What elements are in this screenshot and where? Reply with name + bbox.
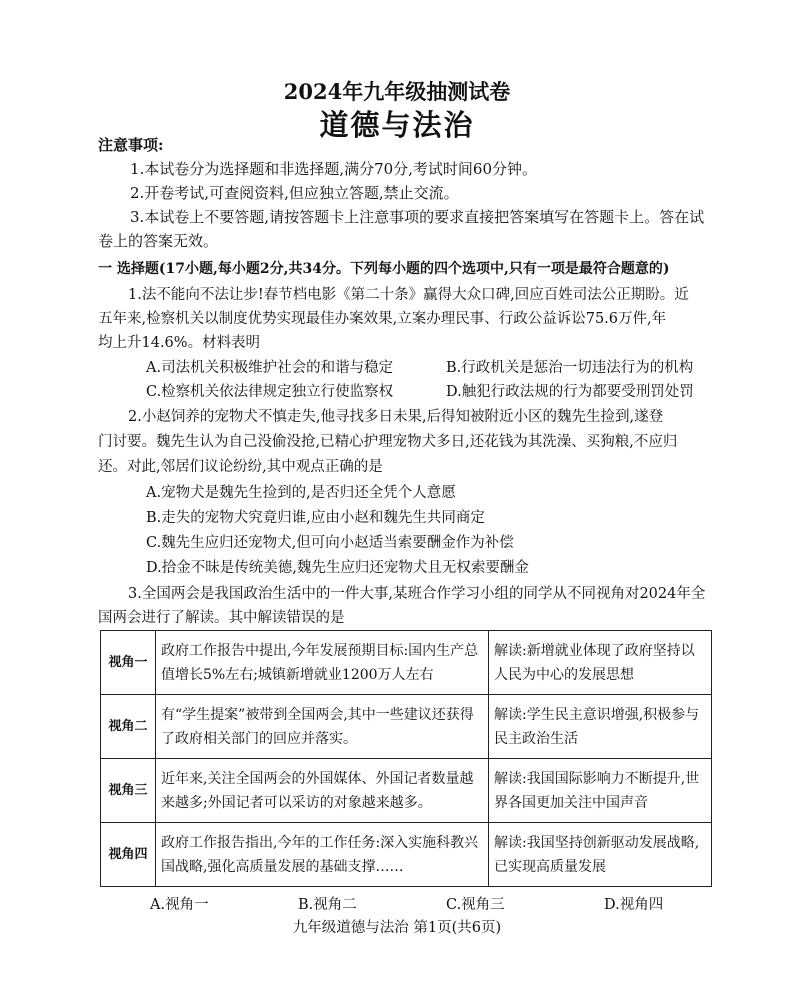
q2-line-1: 2.小赵饲养的宠物犬不慎走失,他寻找多日未果,后得知被附近小区的魏先生捡到,遂登 xyxy=(128,409,664,425)
notice-item-1: 1.本试卷分为选择题和非选择题,满分70分,考试时间60分钟。 xyxy=(130,160,538,178)
exam-subtitle: 2024年九年级抽测试卷 xyxy=(283,79,511,104)
row-analysis: 解读:我国坚持创新驱动发展战略,已实现高质量发展 xyxy=(489,823,712,887)
q3-table xyxy=(100,630,712,887)
q3-option-d: D.视角四 xyxy=(604,897,664,913)
row-label: 视角一 xyxy=(101,631,156,695)
page-footer: 九年级道德与法治 第1页(共6页) xyxy=(292,920,502,936)
notice-item-3: 3.本试卷上不要答题,请按答题卡上注意事项的要求直接把答案填写在答题卡上。答在试 xyxy=(130,208,705,226)
q1-option-c: C.检察机关依法律规定独立行使监察权 xyxy=(146,384,394,400)
q1-option-b: B.行政机关是惩治一切违法行为的机构 xyxy=(446,360,694,376)
row-label: 视角二 xyxy=(101,695,156,759)
q1-option-a: A.司法机关积极维护社会的和谐与稳定 xyxy=(146,360,394,376)
q2-option-b: B.走失的宠物犬究竟归谁,应由小赵和魏先生共同商定 xyxy=(146,510,485,526)
table-row xyxy=(101,631,712,695)
q1-option-d: D.触犯行政法规的行为都要受刑罚处罚 xyxy=(446,384,694,400)
q3-line-1: 3.全国两会是我国政治生活中的一件大事,某班合作学习小组的同学从不同视角对2024年全 xyxy=(128,586,706,602)
table-row xyxy=(101,823,712,887)
q2-option-d: D.拾金不昧是传统美德,魏先生应归还宠物犬且无权索要酬金 xyxy=(146,560,529,576)
row-analysis: 解读:我国国际影响力不断提升,世界各国更加关注中国声音 xyxy=(489,759,712,823)
row-content: 有“学生提案”被带到全国两会,其中一些建议还获得了政府相关部门的回应并落实。 xyxy=(156,695,489,759)
q2-option-a: A.宠物犬是魏先生捡到的,是否归还全凭个人意愿 xyxy=(146,485,456,501)
row-content: 政府工作报告中提出,今年发展预期目标:国内生产总值增长5%左右;城镇新增就业1200万人左右 xyxy=(156,631,489,695)
q2-line-3: 还。对此,邻居们议论纷纷,其中观点正确的是 xyxy=(98,459,383,475)
q3-option-b: B.视角二 xyxy=(298,897,357,913)
q3-line-2: 国两会进行了解读。其中解读错误的是 xyxy=(98,610,345,626)
row-content: 近年来,关注全国两会的外国媒体、外国记者数量越来越多;外国记者可以采访的对象越来越多。 xyxy=(156,759,489,823)
notice-item-3-cont: 卷上的答案无效。 xyxy=(98,232,219,250)
row-analysis: 解读:新增就业体现了政府坚持以人民为中心的发展思想 xyxy=(489,631,712,695)
q1-line-3: 均上升14.6%。材料表明 xyxy=(98,335,261,351)
q1-line-2: 五年来,检察机关以制度优势实现最佳办案效果,立案办理民事、行政公益诉讼75.6万件,年 xyxy=(98,311,667,327)
q1-line-1: 1.法不能向不法让步!春节档电影《第二十条》赢得大众口碑,回应百姓司法公正期盼。近 xyxy=(128,287,689,303)
row-analysis: 解读:学生民主意识增强,积极参与民主政治生活 xyxy=(489,695,712,759)
exam-title: 道德与法治 xyxy=(319,108,475,142)
row-label: 视角三 xyxy=(101,759,156,823)
row-content: 政府工作报告指出,今年的工作任务:深入实施科教兴国战略,强化高质量发展的基础支撑…… xyxy=(156,823,489,887)
section-heading: 一 选择题(17小题,每小题2分,共34分。下列每小题的四个选项中,只有一项是最符合题意的) xyxy=(98,261,670,277)
q3-option-a: A.视角一 xyxy=(150,897,209,913)
q2-option-c: C.魏先生应归还宠物犬,但可向小赵适当索要酬金作为补偿 xyxy=(146,535,514,551)
q3-option-c: C.视角三 xyxy=(446,897,505,913)
notice-item-2: 2.开卷考试,可查阅资料,但应独立答题,禁止交流。 xyxy=(130,184,459,202)
table-row xyxy=(101,759,712,823)
table-row xyxy=(101,695,712,759)
notice-heading: 注意事项: xyxy=(98,136,164,154)
row-label: 视角四 xyxy=(101,823,156,887)
q2-line-2: 门讨要。魏先生认为自己没偷没抢,已精心护理宠物犬多日,还花钱为其洗澡、买狗粮,不应归 xyxy=(98,434,678,450)
